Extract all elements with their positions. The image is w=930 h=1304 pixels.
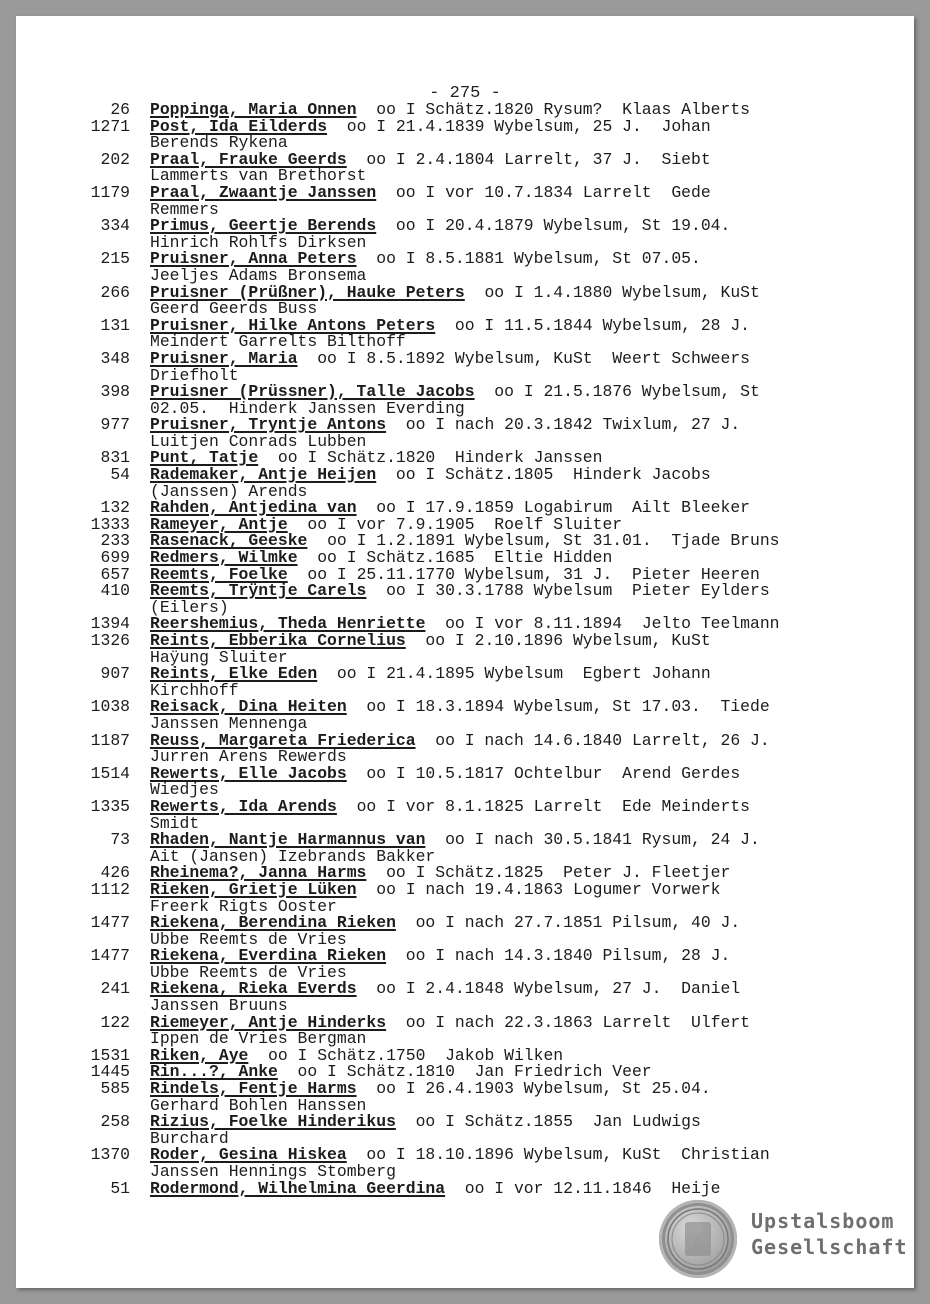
entry-name: Rademaker, Antje Heijen	[150, 465, 377, 485]
entry-name: Reershemius, Theda Henriette	[150, 614, 426, 634]
entry-number: 410	[100, 581, 130, 601]
entry-number: 426	[100, 863, 130, 883]
entry-number: 585	[100, 1079, 130, 1099]
entry-number: 1326	[90, 631, 130, 650]
entry-details: oo I nach 22.3.1863 Larrelt Ulfert Ippen de Vries Bergman	[150, 1012, 751, 1049]
society-name-line2: Gesellschaft	[751, 1235, 908, 1259]
entry-text	[150, 467, 882, 500]
entry-details: oo I 30.3.1788 Wybelsum Pieter Eylders (Eilers)	[150, 581, 770, 617]
entry-name: Reemts, Trÿntje Carels	[150, 581, 367, 601]
entry-number: 215	[100, 249, 130, 269]
entry-number: 1477	[90, 946, 130, 966]
entry-details: oo I vor 7.9.1905 Roelf Sluiter	[287, 514, 623, 534]
entry-number: 348	[100, 348, 130, 368]
entry-details: oo I nach 20.3.1842 Twixlum, 27 J. Luitjen Conrads Lubben	[150, 415, 741, 451]
entry-name: Rameyer, Antje	[150, 514, 288, 534]
entry-name: Rizius, Foelke Hinderikus	[150, 1112, 396, 1132]
entry-number: 51	[110, 1178, 130, 1198]
entry-text	[150, 1178, 882, 1198]
entry-name: Riekena, Everdina Rieken	[150, 946, 387, 966]
list-item	[82, 218, 882, 251]
entry-text	[150, 1114, 882, 1147]
entry-name: Rindels, Fentje Harms	[150, 1079, 357, 1099]
entry-name: Redmers, Wilmke	[150, 548, 298, 568]
entry-number: 1445	[90, 1062, 130, 1082]
list-item	[82, 730, 882, 767]
list-item	[82, 948, 882, 981]
entry-number: 977	[100, 415, 130, 435]
list-item	[82, 981, 882, 1014]
entry-details: oo I 21.4.1839 Wybelsum, 25 J. Johan Berends Rykena	[150, 116, 711, 153]
entry-text	[150, 763, 882, 800]
society-name-line1: Upstalsboom	[751, 1209, 895, 1233]
list-item	[82, 1147, 882, 1180]
entry-number: 334	[100, 216, 130, 236]
entry-name: Riekena, Rieka Everds	[150, 979, 357, 999]
list-item	[82, 832, 882, 865]
entry-text	[150, 796, 882, 833]
entry-details: oo I nach 14.3.1840 Pilsum, 28 J. Ubbe Reemts de Vries	[150, 946, 731, 982]
entry-details: oo I 25.11.1770 Wybelsum, 31 J. Pieter Heeren	[287, 564, 760, 584]
entry-number: 1477	[90, 913, 130, 933]
entry-name: Rieken, Grietje Lüken	[150, 879, 357, 899]
entry-details: oo I 20.4.1879 Wybelsum, St 19.04. Hinrich Rohlfs Dirksen	[150, 216, 731, 252]
list-item	[82, 384, 882, 417]
society-logo	[659, 1200, 909, 1280]
list-item	[82, 149, 882, 186]
list-item	[82, 116, 882, 153]
entry-text	[150, 1081, 882, 1114]
entry-name: Poppinga, Maria Onnen	[150, 100, 357, 119]
entry-details: oo I Schätz.1810 Jan Friedrich Veer	[277, 1062, 652, 1082]
entry-details: oo I 2.4.1848 Wybelsum, 27 J. Daniel Janssen Bruuns	[150, 979, 741, 1016]
entry-number: 258	[100, 1112, 130, 1132]
entry-number: 1187	[90, 730, 130, 750]
entry-number: 241	[100, 979, 130, 999]
entry-details: oo I 2.4.1804 Larrelt, 37 J. Siebt Lammerts van Brethorst	[150, 149, 711, 186]
entry-text	[150, 149, 882, 186]
entry-text	[150, 182, 882, 219]
entry-number: 657	[100, 564, 130, 584]
entry-details: oo I 8.5.1881 Wybelsum, St 07.05. Jeeljes Adams Bronsema	[150, 249, 701, 285]
entry-number: 54	[110, 465, 130, 485]
document-page	[16, 16, 914, 1288]
entry-details: oo I Schätz.1805 Hinderk Jacobs (Janssen) Arends	[150, 465, 711, 501]
entry-name: Reisack, Dina Heiten	[150, 697, 347, 717]
entry-number: 122	[100, 1012, 130, 1032]
entry-name: Riemeyer, Antje Hinderks	[150, 1012, 387, 1032]
list-item	[82, 417, 882, 450]
list-item	[82, 1178, 882, 1198]
entry-number: 233	[100, 531, 130, 551]
entry-details: oo I 17.9.1859 Logabirum Ailt Bleeker	[356, 498, 751, 518]
entry-list	[82, 102, 882, 1197]
entry-details: oo I nach 14.6.1840 Larrelt, 26 J. Jurren Arens Rewerds	[150, 730, 770, 767]
entry-text	[150, 282, 882, 319]
entry-details: oo I vor 8.1.1825 Larrelt Ede Meinderts Smidt	[150, 796, 751, 833]
entry-name: Roder, Gesina Hiskea	[150, 1145, 347, 1165]
entry-number: 73	[110, 830, 130, 850]
entry-text	[150, 218, 882, 251]
entry-details: oo I vor 12.11.1846 Heije	[445, 1178, 721, 1198]
entry-text	[150, 315, 882, 352]
page-number: - 275 -	[429, 84, 501, 103]
entry-number: 26	[110, 100, 130, 119]
list-item	[82, 1081, 882, 1114]
entry-name: Rasenack, Geeske	[150, 531, 308, 551]
entry-text	[150, 981, 882, 1014]
entry-text	[150, 417, 882, 450]
entry-details: oo I Schätz.1855 Jan Ludwigs Burchard	[150, 1112, 701, 1148]
entry-details: oo I 26.4.1903 Wybelsum, St 25.04. Gerhard Bohlen Hanssen	[150, 1079, 711, 1115]
list-item	[82, 633, 882, 666]
entry-number: 1179	[90, 182, 130, 202]
list-item	[82, 699, 882, 732]
seal-emblem-icon	[659, 1200, 737, 1278]
list-item	[82, 763, 882, 800]
entry-details: oo I 1.4.1880 Wybelsum, KuSt Geerd Geerds Buss	[150, 282, 760, 319]
entry-details: oo I nach 27.7.1851 Pilsum, 40 J. Ubbe Reemts de Vries	[150, 913, 741, 949]
entry-number: 1333	[90, 514, 130, 534]
entry-details: oo I 10.5.1817 Ochtelbur Arend Gerdes Wiedjes	[150, 763, 741, 800]
list-item	[82, 251, 882, 284]
entry-text	[150, 251, 882, 284]
entry-text	[150, 384, 882, 417]
entry-name: Primus, Geertje Berends	[150, 216, 377, 236]
entry-number: 266	[100, 282, 130, 302]
entry-details: oo I nach 19.4.1863 Logumer Vorwerk Freerk Rigts Ooster	[150, 879, 721, 916]
entry-name: Riekena, Berendina Rieken	[150, 913, 396, 933]
entry-text	[150, 948, 882, 981]
entry-name: Pruisner, Tryntje Antons	[150, 415, 387, 435]
entry-details: oo I nach 30.5.1841 Rysum, 24 J. Ait (Jansen) Izebrands Bakker	[150, 830, 760, 866]
entry-details: oo I Schätz.1820 Hinderk Janssen	[258, 448, 603, 468]
entry-text	[150, 1147, 882, 1180]
entry-name: Pruisner (Prüssner), Talle Jacobs	[150, 382, 475, 402]
entry-text	[150, 348, 882, 385]
entry-details: oo I vor 10.7.1834 Larrelt Gede Remmers	[150, 182, 711, 219]
list-item	[82, 348, 882, 385]
entry-number: 1394	[90, 614, 130, 634]
entry-details: oo I Schätz.1820 Rysum? Klaas Alberts	[356, 100, 751, 119]
list-item	[82, 666, 882, 699]
list-item	[82, 796, 882, 833]
entry-number: 131	[100, 315, 130, 335]
entry-text	[150, 915, 882, 948]
entry-text	[150, 730, 882, 767]
entry-text	[150, 879, 882, 916]
entry-name: Pruisner, Maria	[150, 348, 298, 368]
entry-text	[150, 633, 882, 666]
entry-number: 831	[100, 448, 130, 468]
entry-details: oo I Schätz.1685 Eltie Hidden	[297, 548, 613, 568]
entry-name: Rewerts, Ida Arends	[150, 796, 337, 816]
entry-number: 1531	[90, 1045, 130, 1065]
entry-name: Rin...?, Anke	[150, 1062, 278, 1082]
list-item	[82, 282, 882, 319]
list-item	[82, 1012, 882, 1049]
entry-name: Pruisner (Prüßner), Hauke Peters	[150, 282, 465, 302]
entry-name: Rahden, Antjedina van	[150, 498, 357, 518]
entry-details: oo I 11.5.1844 Wybelsum, 28 J. Meindert Garrelts Bilthoff	[150, 315, 751, 352]
entry-name: Reemts, Foelke	[150, 564, 288, 584]
entry-text	[150, 583, 882, 616]
entry-name: Riken, Aye	[150, 1045, 249, 1065]
entry-number: 398	[100, 382, 130, 402]
entry-text	[150, 1012, 882, 1049]
entry-name: Rewerts, Elle Jacobs	[150, 763, 347, 783]
entry-number: 202	[100, 149, 130, 169]
entry-name: Pruisner, Anna Peters	[150, 249, 357, 269]
entry-text	[150, 666, 882, 699]
entry-details: oo I Schätz.1825 Peter J. Fleetjer	[366, 863, 731, 883]
entry-text	[150, 116, 882, 153]
entry-number: 132	[100, 498, 130, 518]
entry-name: Post, Ida Eilderds	[150, 116, 328, 136]
entry-name: Praal, Frauke Geerds	[150, 149, 347, 169]
list-item	[82, 315, 882, 352]
entry-name: Reints, Ebberika Cornelius	[150, 631, 406, 650]
list-item	[82, 467, 882, 500]
entry-name: Reuss, Margareta Friederica	[150, 730, 416, 750]
list-item	[82, 915, 882, 948]
entry-details: oo I Schätz.1750 Jakob Wilken	[248, 1045, 564, 1065]
entry-details: oo I 2.10.1896 Wybelsum, KuSt Haÿung Sluiter	[150, 631, 711, 667]
entry-details: oo I vor 8.11.1894 Jelto Teelmann	[425, 614, 780, 634]
entry-number: 1271	[90, 116, 130, 136]
list-item	[82, 879, 882, 916]
entry-text	[150, 699, 882, 732]
entry-name: Punt, Tatje	[150, 448, 259, 468]
list-item	[82, 583, 882, 616]
entry-name: Pruisner, Hilke Antons Peters	[150, 315, 436, 335]
entry-details: oo I 21.4.1895 Wybelsum Egbert Johann Kirchhoff	[150, 664, 711, 700]
list-item	[82, 1114, 882, 1147]
entry-details: oo I 1.2.1891 Wybelsum, St 31.01. Tjade Bruns	[307, 531, 780, 551]
entry-details: oo I 8.5.1892 Wybelsum, KuSt Weert Schweers Driefholt	[150, 348, 751, 385]
entry-name: Rheinema?, Janna Harms	[150, 863, 367, 883]
entry-details: oo I 18.3.1894 Wybelsum, St 17.03. Tiede Janssen Mennenga	[150, 697, 770, 733]
entry-details: oo I 21.5.1876 Wybelsum, St 02.05. Hinderk Janssen Everding	[150, 382, 760, 418]
entry-name: Praal, Zwaantje Janssen	[150, 182, 377, 202]
entry-number: 907	[100, 664, 130, 684]
society-name	[751, 1208, 908, 1260]
entry-number: 1335	[90, 796, 130, 816]
entry-number: 1038	[90, 697, 130, 717]
entry-name: Reints, Elke Eden	[150, 664, 318, 684]
entry-number: 699	[100, 548, 130, 568]
entry-text	[150, 832, 882, 865]
entry-number: 1112	[90, 879, 130, 899]
entry-number: 1514	[90, 763, 130, 783]
list-item	[82, 182, 882, 219]
entry-number: 1370	[90, 1145, 130, 1165]
entry-name: Rodermond, Wilhelmina Geerdina	[150, 1178, 446, 1198]
entry-name: Rhaden, Nantje Harmannus van	[150, 830, 426, 850]
entry-details: oo I 18.10.1896 Wybelsum, KuSt Christian Janssen Hennings Stomberg	[150, 1145, 770, 1181]
